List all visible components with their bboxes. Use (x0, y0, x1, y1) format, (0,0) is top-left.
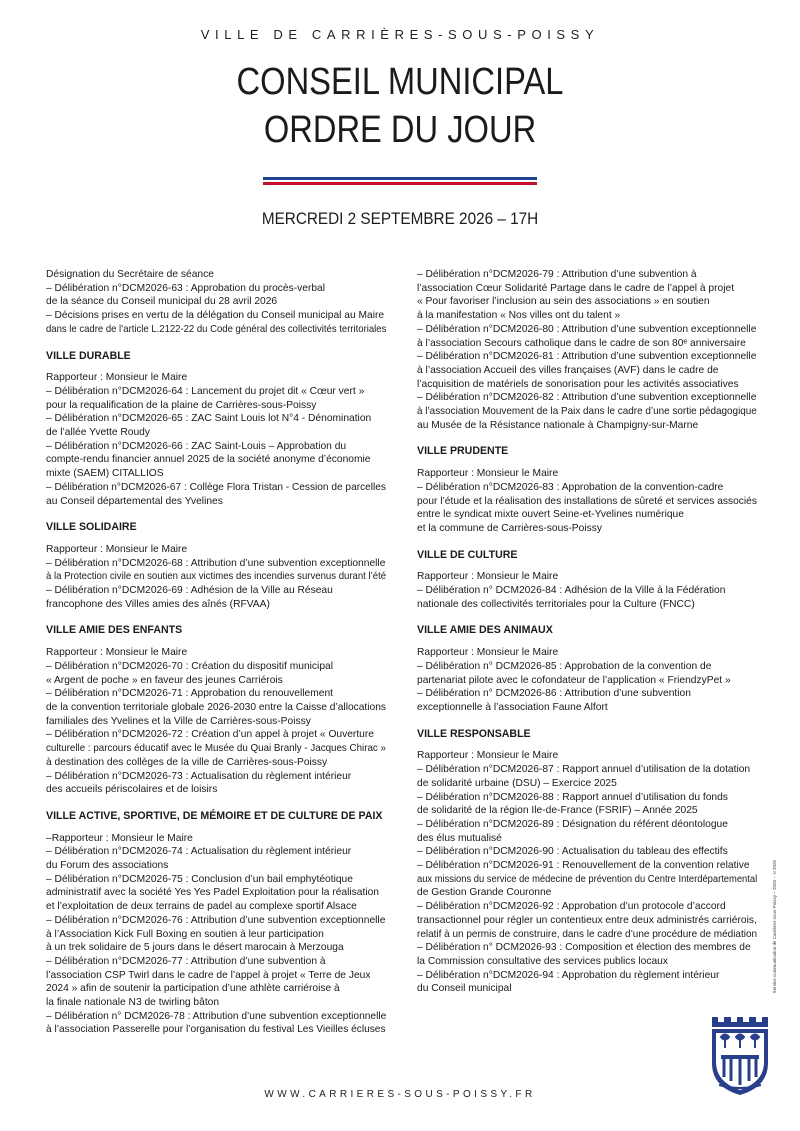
agenda-line: – Délibération n°DCM2026-66 : ZAC Saint-Louis – Approbation du (46, 440, 347, 452)
agenda-line: – Délibération n°DCM2026-63 : Approbation du procès-verbal (46, 282, 326, 294)
section-title: VILLE DURABLE (46, 349, 131, 362)
agenda-line: – Délibération n°DCM2026-77 : Attribution d’une subvention à (46, 955, 326, 967)
agenda-line: du Forum des associations (46, 860, 169, 872)
agenda-line: – Délibération n°DCM2026-75 : Conclusion d’un bail emphytéotique (46, 873, 353, 885)
section-title: VILLE RESPONSABLE (417, 727, 531, 740)
agenda-section (417, 445, 762, 535)
agenda-line: – Délibération n°DCM2026-69 : Adhésion de la Ville au Réseau (46, 585, 333, 597)
agenda-line: – Délibération n°DCM2026-82 : Attribution d’une subvention exceptionnelle (417, 392, 757, 404)
section-title: VILLE ACTIVE, SPORTIVE, DE MÉMOIRE ET DE CULTURE DE PAIX (46, 809, 383, 822)
agenda-line: francophone des Villes amies des aînés (RFVAA) (46, 598, 270, 610)
title-line-1: CONSEIL MUNICIPAL (236, 61, 564, 103)
agenda-line: à l’association Mouvement de la Paix dans le cadre d’une sortie pédagogique (417, 406, 757, 418)
agenda-line: – Délibération n° DCM2026-78 : Attribution d’une subvention exceptionnelle (46, 1010, 387, 1022)
agenda-line: – Délibération n°DCM2026-76 : Attribution d’une subvention exceptionnelle (46, 914, 386, 926)
agenda-line: – Délibération n°DCM2026-92 : Approbation d’un protocole d’accord (417, 901, 726, 913)
agenda-line: Rapporteur : Monsieur le Maire (46, 647, 188, 659)
page-title (56, 58, 744, 154)
agenda-line: à l’Association Kick Full Boxing en soutien à leur participation (46, 928, 324, 940)
agenda-line: – Délibération n°DCM2026-72 : Création d’un appel à projet « Ouverture (46, 729, 374, 741)
agenda-line: – Décisions prises en vertu de la délégation du Conseil municipal au Maire (46, 310, 385, 322)
agenda-line: – Délibération n°DCM2026-79 : Attribution d’une subvention à (417, 269, 697, 280)
agenda-line: pour la requalification de la plaine de Carrières-sous-Poissy (46, 399, 317, 411)
agenda-line: Rapporteur : Monsieur le Maire (46, 372, 188, 384)
meeting-date: MERCREDI 2 SEPTEMBRE 2026 – 17H (261, 209, 539, 228)
agenda-line: Rapporteur : Monsieur le Maire (46, 543, 188, 555)
agenda-line: – Délibération n°DCM2026-74 : Actualisation du règlement intérieur (46, 846, 352, 858)
agenda-line: mixte (SAEM) CITALLIOS (46, 468, 164, 480)
agenda-line: l’association Cœur Solidarité Partage dans le cadre de l’appel à projet (417, 282, 735, 294)
agenda-line: – Délibération n°DCM2026-65 : ZAC Saint Louis lot N°4 - Dénomination (46, 413, 372, 425)
agenda-line: Rapporteur : Monsieur le Maire (417, 571, 559, 583)
agenda-line: à l’association Accueil des villes françaises (AVF) dans le cadre de (417, 364, 719, 376)
agenda-line: et la commune de Carrières-sous-Poissy (417, 522, 602, 534)
agenda-section (46, 810, 391, 1037)
agenda-line: – Délibération n°DCM2026-90 : Actualisation du tableau des effectifs (417, 846, 728, 858)
agenda-line: – Délibération n°DCM2026-73 : Actualisation du règlement intérieur (46, 770, 352, 782)
blue-stripe (263, 177, 537, 180)
side-note: Service communication de Carrières-sous-Poissy – 2026 – ©2026 (772, 860, 777, 994)
agenda-line: – Délibération n°DCM2026-80 : Attribution d’une subvention exceptionnelle (417, 323, 757, 335)
agenda-line: des accueils périscolaires et de loisirs (46, 784, 218, 796)
agenda-line: – Délibération n°DCM2026-64 : Lancement du projet dit « Cœur vert » (46, 385, 365, 397)
agenda-line: – Délibération n°DCM2026-94 : Approbation du règlement intérieur (417, 969, 720, 981)
agenda-line: 2024 » afin de soutenir la participation d’une athlète carriéroise à (46, 983, 340, 995)
agenda-line: exceptionnelle à l’association Faune Alfort (417, 701, 608, 713)
agenda-line: – Délibération n°DCM2026-81 : Attribution d’une subvention exceptionnelle (417, 351, 757, 363)
agenda-line: compte-rendu financier annuel 2025 de la société anonyme d’économie (46, 454, 371, 466)
intro-block (46, 268, 391, 337)
agenda-line: à la manifestation « Nos villes ont du talent » (417, 310, 621, 322)
website-url[interactable]: WWW.CARRIERES-SOUS-POISSY.FR (264, 1089, 536, 1100)
agenda-line: – Délibération n°DCM2026-83 : Approbation de la convention-cadre (417, 481, 724, 493)
agenda-line: aux missions du service de médecine de prévention du Centre Interdépartemental (417, 873, 758, 885)
city-name: VILLE DE CARRIÈRES-SOUS-POISSY (200, 27, 600, 42)
agenda-section (46, 624, 391, 796)
agenda-line: la finale nationale N3 de twirling bâton (46, 997, 220, 1009)
agenda-line: de Gestion Grande Couronne (417, 887, 552, 899)
agenda-line: à destination des collèges de la ville de Carrières-sous-Poissy (46, 756, 328, 768)
agenda-line: Désignation du Secrétaire de séance (46, 269, 214, 280)
agenda-line: transactionnel pour régler un contentieux entre deux administrés carriérois, (417, 914, 757, 926)
agenda-line: pour l’étude et la réalisation des installations de sûreté et services associés (417, 495, 757, 507)
right-column (417, 268, 762, 1009)
agenda-line: du Conseil municipal (417, 983, 512, 995)
agenda-line: familiales des Yvelines et la Ville de Carrières-sous-Poissy (46, 715, 311, 727)
section-title: VILLE DE CULTURE (417, 548, 518, 561)
agenda-line: administratif avec la société Yes Yes Padel Exploitation pour la réalisation (46, 887, 380, 899)
agenda-line: à l’association Secours catholique dans le cadre de son 80ᵉ anniversaire (417, 337, 746, 349)
agenda-line: nationale des collectivités territoriales pour la Culture (FNCC) (417, 598, 695, 610)
agenda-line: culturelle : parcours éducatif avec le Musée du Quai Branly - Jacques Chirac » (46, 743, 386, 755)
agenda-line: – Délibération n° DCM2026-86 : Attribution d’une subvention (417, 688, 691, 700)
section-title: VILLE AMIE DES ANIMAUX (417, 624, 553, 637)
agenda-line: entre le syndicat mixte ouvert Seine-et-Yvelines numérique (417, 509, 684, 521)
agenda-line: – Délibération n°DCM2026-68 : Attribution d’une subvention exceptionnelle (46, 557, 386, 569)
agenda-section (417, 728, 762, 996)
agenda-section (46, 350, 391, 509)
agenda-line: de la séance du Conseil municipal du 28 avril 2026 (46, 296, 278, 308)
agenda-line: Rapporteur : Monsieur le Maire (417, 468, 559, 480)
agenda-line: de solidarité urbaine (DSU) – Exercice 2025 (417, 777, 617, 789)
agenda-section (417, 549, 762, 612)
agenda-line: – Délibération n° DCM2026-85 : Approbation de la convention de (417, 660, 712, 672)
section-title: VILLE PRUDENTE (417, 445, 509, 458)
agenda-line: relatif à un permis de construire, dans le cadre d’une procédure de médiation (417, 928, 758, 940)
agenda-line: de l’allée Yvette Roudy (46, 427, 151, 439)
agenda-section (46, 521, 391, 611)
agenda-line: l’acquisition de matériels de sonorisation pour les activités associatives (417, 378, 739, 390)
agenda-line: à l’association Passerelle pour l’organisation du festival Les Vieilles écluses (46, 1024, 386, 1036)
tricolor-rule (263, 177, 537, 187)
agenda-line: l’association CSP Twirl dans le cadre de l’appel à projet « Terre de Jeux (46, 969, 371, 981)
section-title: VILLE AMIE DES ENFANTS (46, 624, 183, 637)
agenda-line: Rapporteur : Monsieur le Maire (417, 647, 559, 659)
agenda-line: à la Protection civile en soutien aux victimes des incendies survenus durant l’été (46, 571, 387, 583)
city-crest-logo (709, 1015, 771, 1097)
agenda-line: à un trek solidaire de 5 jours dans le désert marocain à Merzouga (46, 942, 344, 954)
agenda-line: dans le cadre de l’article L.2122-22 du Code général des collectivités territoriales (46, 323, 387, 335)
agenda-line: – Délibération n°DCM2026-71 : Approbation du renouvellement (46, 688, 334, 700)
red-stripe (263, 182, 537, 185)
agenda-line: « Argent de poche » en faveur des jeunes Carriérois (46, 674, 283, 686)
intro-block (417, 268, 762, 432)
agenda-line: au Conseil départemental des Yvelines (46, 495, 223, 507)
title-line-2: ORDRE DU JOUR (263, 109, 537, 151)
agenda-section (417, 624, 762, 714)
agenda-line: et l’exploitation de deux terrains de padel au complexe sportif Alsace (46, 901, 357, 913)
agenda-line: – Délibération n°DCM2026-87 : Rapport annuel d’utilisation de la dotation (417, 764, 751, 776)
agenda-line: – Délibération n° DCM2026-93 : Composition et élection des membres de (417, 942, 751, 954)
agenda-line: – Délibération n°DCM2026-70 : Création du dispositif municipal (46, 660, 333, 672)
agenda-line: – Délibération n°DCM2026-88 : Rapport annuel d’utilisation du fonds (417, 791, 728, 803)
agenda-line: au Musée de la Résistance nationale à Champigny-sur-Marne (417, 419, 699, 431)
agenda-line: – Délibération n° DCM2026-84 : Adhésion de la Ville à la Fédération (417, 585, 726, 597)
agenda-line: Rapporteur : Monsieur le Maire (417, 750, 559, 762)
agenda-line: –Rapporteur : Monsieur le Maire (46, 832, 193, 844)
agenda-line: de la convention territoriale globale 2026-2030 entre la Caisse d’allocations (46, 701, 386, 713)
left-column (46, 268, 391, 1050)
agenda-line: partenariat pilote avec le cofondateur de l’application « FriendzyPet » (417, 674, 731, 686)
section-title: VILLE SOLIDAIRE (46, 521, 137, 534)
agenda-line: – Délibération n°DCM2026-89 : Désignation du référent déontologue (417, 818, 728, 830)
agenda-line: de solidarité de la région Ile-de-France (FSRIF) – Année 2025 (417, 805, 698, 817)
agenda-line: des élus mutualisé (417, 832, 502, 844)
agenda-line: – Délibération n°DCM2026-91 : Renouvellement de la convention relative (417, 860, 750, 872)
agenda-line: « Pour favoriser l’inclusion au sein des associations » en soutien (417, 296, 710, 308)
agenda-line: la Commission consultative des services publics locaux (417, 955, 668, 967)
agenda-line: – Délibération n°DCM2026-67 : Collège Flora Tristan - Cession de parcelles (46, 481, 386, 493)
